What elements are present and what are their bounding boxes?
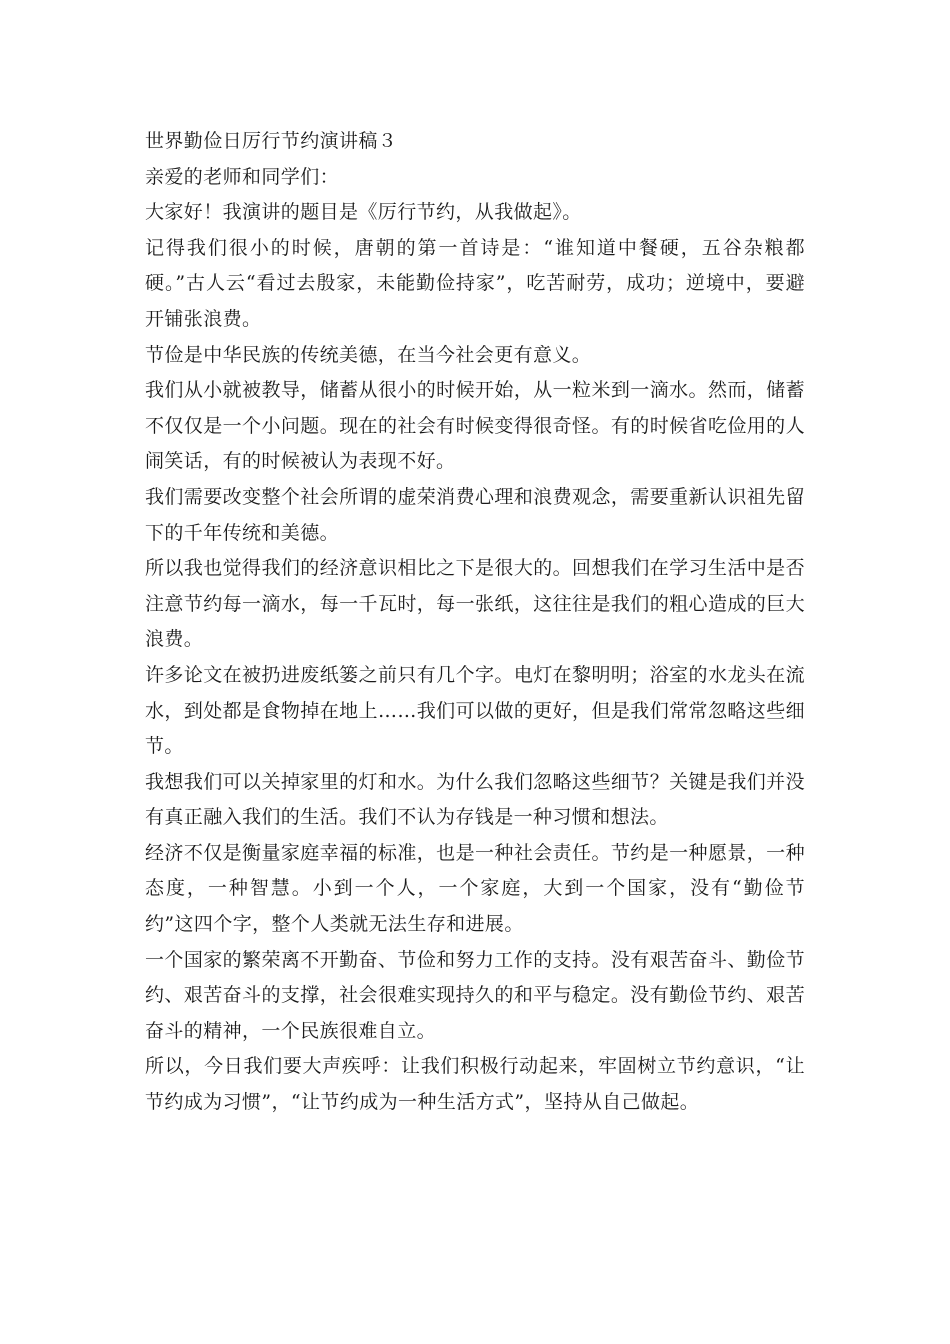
paragraph-greeting: 亲爱的老师和同学们：	[145, 165, 340, 188]
paragraph: 许多论文在被扔进废纸篓之前只有几个字。电灯在黎明明；浴室的水龙头在流水，到处都是食物掉在地上……我们可以做的更好，但是我们常常忽略这些细节。	[145, 663, 805, 758]
paragraph: 我们需要改变整个社会所谓的虚荣消费心理和浪费观念，需要重新认识祖先留下的千年传统和美德。	[145, 485, 805, 544]
paragraph: 所以我也觉得我们的经济意识相比之下是很大的。回想我们在学习生活中是否注意节约每一滴水，每一千瓦时，每一张纸，这往往是我们的粗心造成的巨大浪费。	[145, 557, 805, 651]
paragraph: 节俭是中华民族的传统美德，在当今社会更有意义。	[145, 343, 592, 366]
paragraph: 所以，今日我们要大声疾呼：让我们积极行动起来，牢固树立节约意识，“让节约成为习惯”，“让节约成为一种生活方式”，坚持从自己做起。	[145, 1055, 805, 1114]
paragraph: 一个国家的繁荣离不开勤奋、节俭和努力工作的支持。没有艰苦奋斗、勤俭节约、艰苦奋斗的支撑，社会很难实现持久的和平与稳定。没有勤俭节约、艰苦奋斗的精神，一个民族很难自立。	[145, 948, 805, 1042]
document-body	[145, 124, 805, 1121]
paragraph: 我想我们可以关掉家里的灯和水。为什么我们忽略这些细节？关键是我们并没有真正融入我们的生活。我们不认为存钱是一种习惯和想法。	[145, 770, 805, 829]
paragraph: 经济不仅是衡量家庭幸福的标准，也是一种社会责任。节约是一种愿景，一种态度，一种智慧。小到一个人，一个家庭，大到一个国家，没有“勤俭节约”这四个字，整个人类就无法生存和进展。	[145, 841, 805, 936]
paragraph: 大家好！我演讲的题目是《厉行节约，从我做起》。	[145, 201, 582, 224]
paragraph: 记得我们很小的时候，唐朝的第一首诗是：“谁知道中餐硬，五谷杂粮都硬。”古人云“看过去殷家，未能勤俭持家”，吃苦耐劳，成功；逆境中，要避开铺张浪费。	[145, 236, 805, 330]
paragraph: 我们从小就被教导，储蓄从很小的时候开始，从一粒米到一滴水。然而，储蓄不仅仅是一个小问题。现在的社会有时候变得很奇怪。有的时候省吃俭用的人闹笑话，有的时候被认为表现不好。	[145, 379, 805, 473]
document-title: 世界勤俭日厉行节约演讲稿３	[145, 130, 398, 152]
